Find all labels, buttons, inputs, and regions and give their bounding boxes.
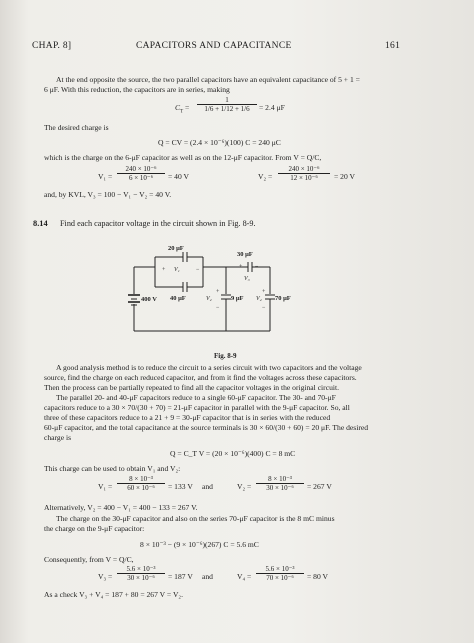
v1-fraction: $\frac{\text{240 × 10⁻⁶}}{\text{6 × 10⁻⁶}}$	[117, 165, 165, 182]
solution-p2-l4: 60-μF capacitor, and the total capacitance at the source terminals is 30 × 60/(30 + 60) = 20 μF. The desired	[44, 423, 369, 432]
page-number: 161	[385, 41, 401, 51]
ct-rhs: = 2.4 μF	[259, 103, 285, 112]
label-v3: V₃	[244, 276, 250, 282]
sol-v2-rhs: = 267 V	[307, 482, 332, 491]
svg-text:+: +	[262, 289, 266, 295]
intro-line-1: At the end opposite the source, the two parallel capacitors have an equivalent capacitance of 5 + 1 =	[56, 75, 360, 84]
svg-text:−: −	[216, 305, 220, 311]
label-v4: V₄	[256, 296, 262, 302]
solution-p2-l3: three of these capacitors reduce to a 21 + 9 = 30-μF capacitor that is in series with the reduced	[44, 413, 331, 422]
solution-p1-l1: A good analysis method is to reduce the circuit to a series circuit with two capacitors and the voltage	[56, 363, 362, 372]
sol-v2-lhs: V₂ =	[237, 482, 252, 491]
ct-fraction: $\frac{1}{1/6 + 1/12 + 1/6}$	[197, 96, 257, 113]
problem-text: Find each capacitor voltage in the circuit shown in Fig. 8-9.	[60, 219, 256, 228]
sol-v3-lhs: V₃ =	[98, 572, 113, 581]
ct-lhs: $C_T$ =	[175, 103, 190, 115]
sol-v3-fraction: $\frac{\text{5.6 × 10⁻³}}{\text{30 × 10⁻⁶}}$	[117, 565, 165, 582]
running-title: CAPACITORS AND CAPACITANCE	[136, 41, 292, 51]
intro-line-2: 6 μF. With this reduction, the capacitors are in series, making	[44, 85, 230, 94]
charge-text-1: The charge on the 30-μF capacitor and also on the series 70-μF capacitor is the 8 mC minus	[56, 514, 335, 523]
consequently-text: Consequently, from V = Q/C,	[44, 555, 134, 564]
svg-text:+: +	[239, 264, 243, 270]
label-v2: V₂	[206, 296, 212, 302]
v2-lhs: V₂ =	[258, 172, 273, 181]
desired-charge-text: The desired charge is	[44, 123, 109, 132]
svg-text:−: −	[255, 264, 259, 270]
v1-lhs: V₁ =	[98, 172, 113, 181]
v1-rhs: = 40 V	[168, 172, 190, 181]
find-text: This charge can be used to obtain V₁ and V₂:	[44, 464, 181, 473]
svg-text:+: +	[162, 267, 166, 273]
which-text: which is the charge on the 6-μF capacitor as well as on the 12-μF capacitor. From V = Q/C,	[44, 153, 322, 162]
and-word-2: and	[202, 572, 213, 581]
kvl-text: and, by KVL, V₃ = 100 − V₁ − V₂ = 40 V.	[44, 190, 172, 199]
problem-number: 8.14	[33, 219, 48, 228]
svg-text:−: −	[262, 305, 266, 311]
solution-p1-l3: Then the process can be partially repeated to find all the capacitor voltages in the original circuit.	[44, 383, 339, 392]
charge-equation-2: 8 × 10⁻³ − (9 × 10⁻⁶)(267) C = 5.6 mC	[140, 540, 259, 549]
check-text: As a check V₃ + V₄ = 187 + 80 = 267 V = V₂.	[44, 590, 183, 599]
alternatively-text: Alternatively, V₂ = 400 − V₁ = 400 − 133 = 267 V.	[44, 503, 198, 512]
sol-v1-fraction: $\frac{\text{8 × 10⁻³}}{\text{60 × 10⁻⁶}}$	[117, 475, 165, 492]
label-20uf: 20 μF	[168, 245, 184, 252]
solution-p2-l5: charge is	[44, 433, 72, 442]
sol-v3-rhs: = 187 V	[168, 572, 193, 581]
label-30uf: 30 μF	[237, 251, 253, 258]
figure-caption: Fig. 8-9	[214, 352, 237, 360]
label-70uf: 70 μF	[275, 295, 291, 302]
circuit-diagram	[110, 242, 390, 352]
v2-fraction: $\frac{\text{240 × 10⁻⁶}}{\text{12 × 10⁻⁶}}$	[278, 165, 330, 182]
sol-v1-lhs: V₁ =	[98, 482, 113, 491]
charge-text-2: the charge on the 9-μF capacitor:	[44, 524, 145, 533]
sol-v1-rhs: = 133 V	[168, 482, 193, 491]
sol-v4-fraction: $\frac{\text{5.6 × 10⁻³}}{\text{70 × 10⁻⁶}}$	[256, 565, 304, 582]
solution-p2-l1: The parallel 20- and 40-μF capacitors reduce to a single 60-μF capacitor. The 30- and 70-μF	[56, 393, 336, 402]
charge-equation: Q = CV = (2.4 × 10⁻⁶)(100) C = 240 μC	[158, 138, 281, 147]
label-9uf: 9 μF	[231, 295, 244, 302]
sol-v2-fraction: $\frac{\text{8 × 10⁻³}}{\text{30 × 10⁻⁶}}$	[256, 475, 304, 492]
sol-v4-lhs: V₄ =	[237, 572, 252, 581]
solution-p1-l2: source, find the charge on each reduced capacitor, and from it find the voltages across these capacitors.	[44, 373, 357, 382]
svg-text:+: +	[216, 289, 220, 295]
v2-rhs: = 20 V	[334, 172, 356, 181]
total-charge-equation: Q = C_T V = (20 × 10⁻⁶)(400) C = 8 mC	[170, 449, 296, 458]
chapter-label: CHAP. 8]	[32, 41, 72, 51]
label-source: 400 V	[141, 296, 157, 303]
label-40uf: 40 μF	[170, 295, 186, 302]
sol-v4-rhs: = 80 V	[307, 572, 329, 581]
label-v1: V₁	[174, 267, 180, 273]
svg-text:−: −	[196, 267, 200, 273]
and-word-1: and	[202, 482, 213, 491]
solution-p2-l2: capacitors reduce to a 30 × 70/(30 + 70) = 21-μF capacitor in parallel with the 9-μF capacitor. So, all	[44, 403, 350, 412]
